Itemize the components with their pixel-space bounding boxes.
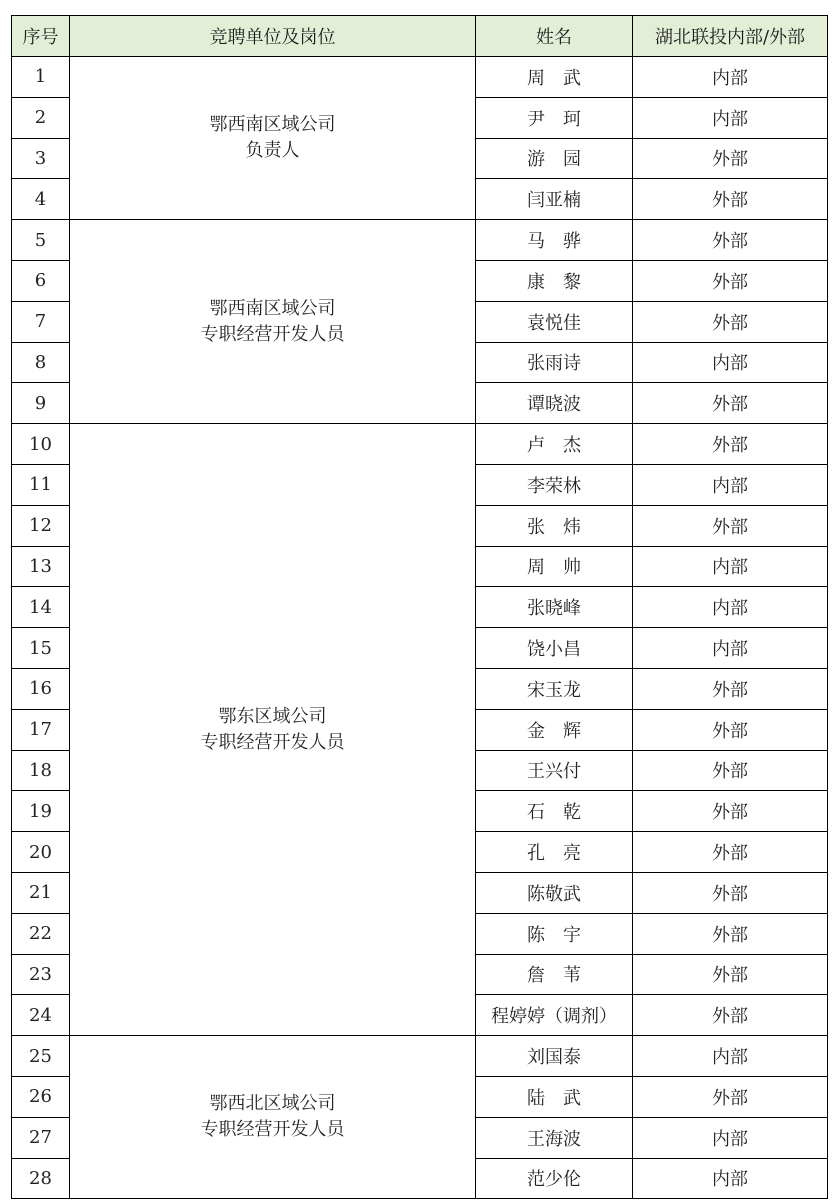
internal-external-cell: 外部 bbox=[633, 668, 828, 709]
unit-name: 鄂东区域公司 bbox=[218, 705, 327, 727]
header-internal-external: 湖北联投内部/外部 bbox=[633, 16, 828, 57]
serial-number-cell: 27 bbox=[12, 1117, 70, 1158]
serial-number-cell: 5 bbox=[12, 220, 70, 261]
internal-external-cell: 内部 bbox=[633, 464, 828, 505]
candidate-name-cell: 谭晓波 bbox=[476, 383, 633, 424]
serial-number-cell: 10 bbox=[12, 424, 70, 465]
internal-external-cell: 内部 bbox=[633, 546, 828, 587]
serial-number-cell: 20 bbox=[12, 832, 70, 873]
candidate-name-cell: 李荣林 bbox=[476, 464, 633, 505]
serial-number-cell: 4 bbox=[12, 179, 70, 220]
candidate-name-cell: 王兴付 bbox=[476, 750, 633, 791]
candidate-name-cell: 周 帅 bbox=[476, 546, 633, 587]
internal-external-cell: 外部 bbox=[633, 832, 828, 873]
position-name: 专职经营开发人员 bbox=[200, 323, 345, 345]
serial-number-cell: 24 bbox=[12, 995, 70, 1036]
serial-number-cell: 2 bbox=[12, 97, 70, 138]
candidate-name-cell: 游 园 bbox=[476, 138, 633, 179]
serial-number-cell: 15 bbox=[12, 628, 70, 669]
serial-number-cell: 14 bbox=[12, 587, 70, 628]
serial-number-cell: 6 bbox=[12, 260, 70, 301]
position-name: 负责人 bbox=[245, 140, 300, 162]
serial-number-cell: 28 bbox=[12, 1158, 70, 1199]
serial-number-cell: 3 bbox=[12, 138, 70, 179]
internal-external-cell: 内部 bbox=[633, 97, 828, 138]
unit-name: 鄂西北区域公司 bbox=[209, 1093, 336, 1115]
serial-number-cell: 1 bbox=[12, 57, 70, 98]
candidate-name-cell: 闫亚楠 bbox=[476, 179, 633, 220]
serial-number-cell: 17 bbox=[12, 709, 70, 750]
header-row bbox=[12, 16, 828, 57]
internal-external-cell: 内部 bbox=[633, 342, 828, 383]
internal-external-cell: 外部 bbox=[633, 954, 828, 995]
candidate-name-cell: 张 炜 bbox=[476, 505, 633, 546]
internal-external-cell: 内部 bbox=[633, 57, 828, 98]
internal-external-cell: 外部 bbox=[633, 913, 828, 954]
internal-external-cell: 外部 bbox=[633, 220, 828, 261]
position-name: 专职经营开发人员 bbox=[200, 731, 345, 753]
serial-number-cell: 9 bbox=[12, 383, 70, 424]
serial-number-cell: 13 bbox=[12, 546, 70, 587]
candidate-name-cell: 孔 亮 bbox=[476, 832, 633, 873]
header-name: 姓名 bbox=[476, 16, 633, 57]
serial-number-cell: 26 bbox=[12, 1076, 70, 1117]
position-name: 专职经营开发人员 bbox=[200, 1119, 345, 1141]
serial-number-cell: 12 bbox=[12, 505, 70, 546]
internal-external-cell: 外部 bbox=[633, 179, 828, 220]
serial-number-cell: 11 bbox=[12, 464, 70, 505]
table-header bbox=[12, 16, 828, 57]
candidate-name-cell: 王海波 bbox=[476, 1117, 633, 1158]
internal-external-cell: 外部 bbox=[633, 138, 828, 179]
candidate-name-cell: 金 辉 bbox=[476, 709, 633, 750]
header-unit-position: 竞聘单位及岗位 bbox=[70, 16, 476, 57]
candidate-name-cell: 刘国泰 bbox=[476, 1036, 633, 1077]
candidate-name-cell: 张晓峰 bbox=[476, 587, 633, 628]
candidate-name-cell: 马 骅 bbox=[476, 220, 633, 261]
candidate-name-cell: 康 黎 bbox=[476, 260, 633, 301]
internal-external-cell: 内部 bbox=[633, 1158, 828, 1199]
candidate-name-cell: 陈 宇 bbox=[476, 913, 633, 954]
internal-external-cell: 外部 bbox=[633, 791, 828, 832]
candidate-name-cell: 尹 珂 bbox=[476, 97, 633, 138]
serial-number-cell: 8 bbox=[12, 342, 70, 383]
serial-number-cell: 16 bbox=[12, 668, 70, 709]
unit-name: 鄂西南区域公司 bbox=[209, 114, 336, 136]
internal-external-cell: 外部 bbox=[633, 709, 828, 750]
candidate-name-cell: 卢 杰 bbox=[476, 424, 633, 465]
candidate-name-cell: 饶小昌 bbox=[476, 628, 633, 669]
candidate-name-cell: 程婷婷（调剂） bbox=[476, 995, 633, 1036]
internal-external-cell: 内部 bbox=[633, 1117, 828, 1158]
header-serial-number: 序号 bbox=[12, 16, 70, 57]
candidate-name-cell: 陆 武 bbox=[476, 1076, 633, 1117]
internal-external-cell: 内部 bbox=[633, 587, 828, 628]
serial-number-cell: 7 bbox=[12, 301, 70, 342]
internal-external-cell: 外部 bbox=[633, 872, 828, 913]
serial-number-cell: 22 bbox=[12, 913, 70, 954]
serial-number-cell: 19 bbox=[12, 791, 70, 832]
table-row bbox=[12, 424, 828, 465]
internal-external-cell: 内部 bbox=[633, 1036, 828, 1077]
internal-external-cell: 外部 bbox=[633, 995, 828, 1036]
unit-position-cell bbox=[70, 424, 476, 1036]
unit-position-cell bbox=[70, 1036, 476, 1199]
internal-external-cell: 外部 bbox=[633, 260, 828, 301]
internal-external-cell: 外部 bbox=[633, 301, 828, 342]
table-row bbox=[12, 1036, 828, 1077]
candidate-name-cell: 詹 苇 bbox=[476, 954, 633, 995]
serial-number-cell: 25 bbox=[12, 1036, 70, 1077]
candidate-name-cell: 石 乾 bbox=[476, 791, 633, 832]
unit-position-cell bbox=[70, 220, 476, 424]
candidate-name-cell: 范少伦 bbox=[476, 1158, 633, 1199]
candidate-name-cell: 袁悦佳 bbox=[476, 301, 633, 342]
internal-external-cell: 内部 bbox=[633, 628, 828, 669]
unit-position-cell bbox=[70, 57, 476, 220]
internal-external-cell: 外部 bbox=[633, 1076, 828, 1117]
table-row bbox=[12, 57, 828, 98]
serial-number-cell: 23 bbox=[12, 954, 70, 995]
candidate-name-cell: 宋玉龙 bbox=[476, 668, 633, 709]
serial-number-cell: 21 bbox=[12, 872, 70, 913]
candidate-name-cell: 周 武 bbox=[476, 57, 633, 98]
candidate-table bbox=[11, 15, 828, 1199]
serial-number-cell: 18 bbox=[12, 750, 70, 791]
table-row bbox=[12, 220, 828, 261]
candidate-name-cell: 张雨诗 bbox=[476, 342, 633, 383]
internal-external-cell: 外部 bbox=[633, 750, 828, 791]
unit-name: 鄂西南区域公司 bbox=[209, 297, 336, 319]
table-body bbox=[12, 57, 828, 1199]
internal-external-cell: 外部 bbox=[633, 383, 828, 424]
internal-external-cell: 外部 bbox=[633, 505, 828, 546]
internal-external-cell: 外部 bbox=[633, 424, 828, 465]
candidate-name-cell: 陈敬武 bbox=[476, 872, 633, 913]
